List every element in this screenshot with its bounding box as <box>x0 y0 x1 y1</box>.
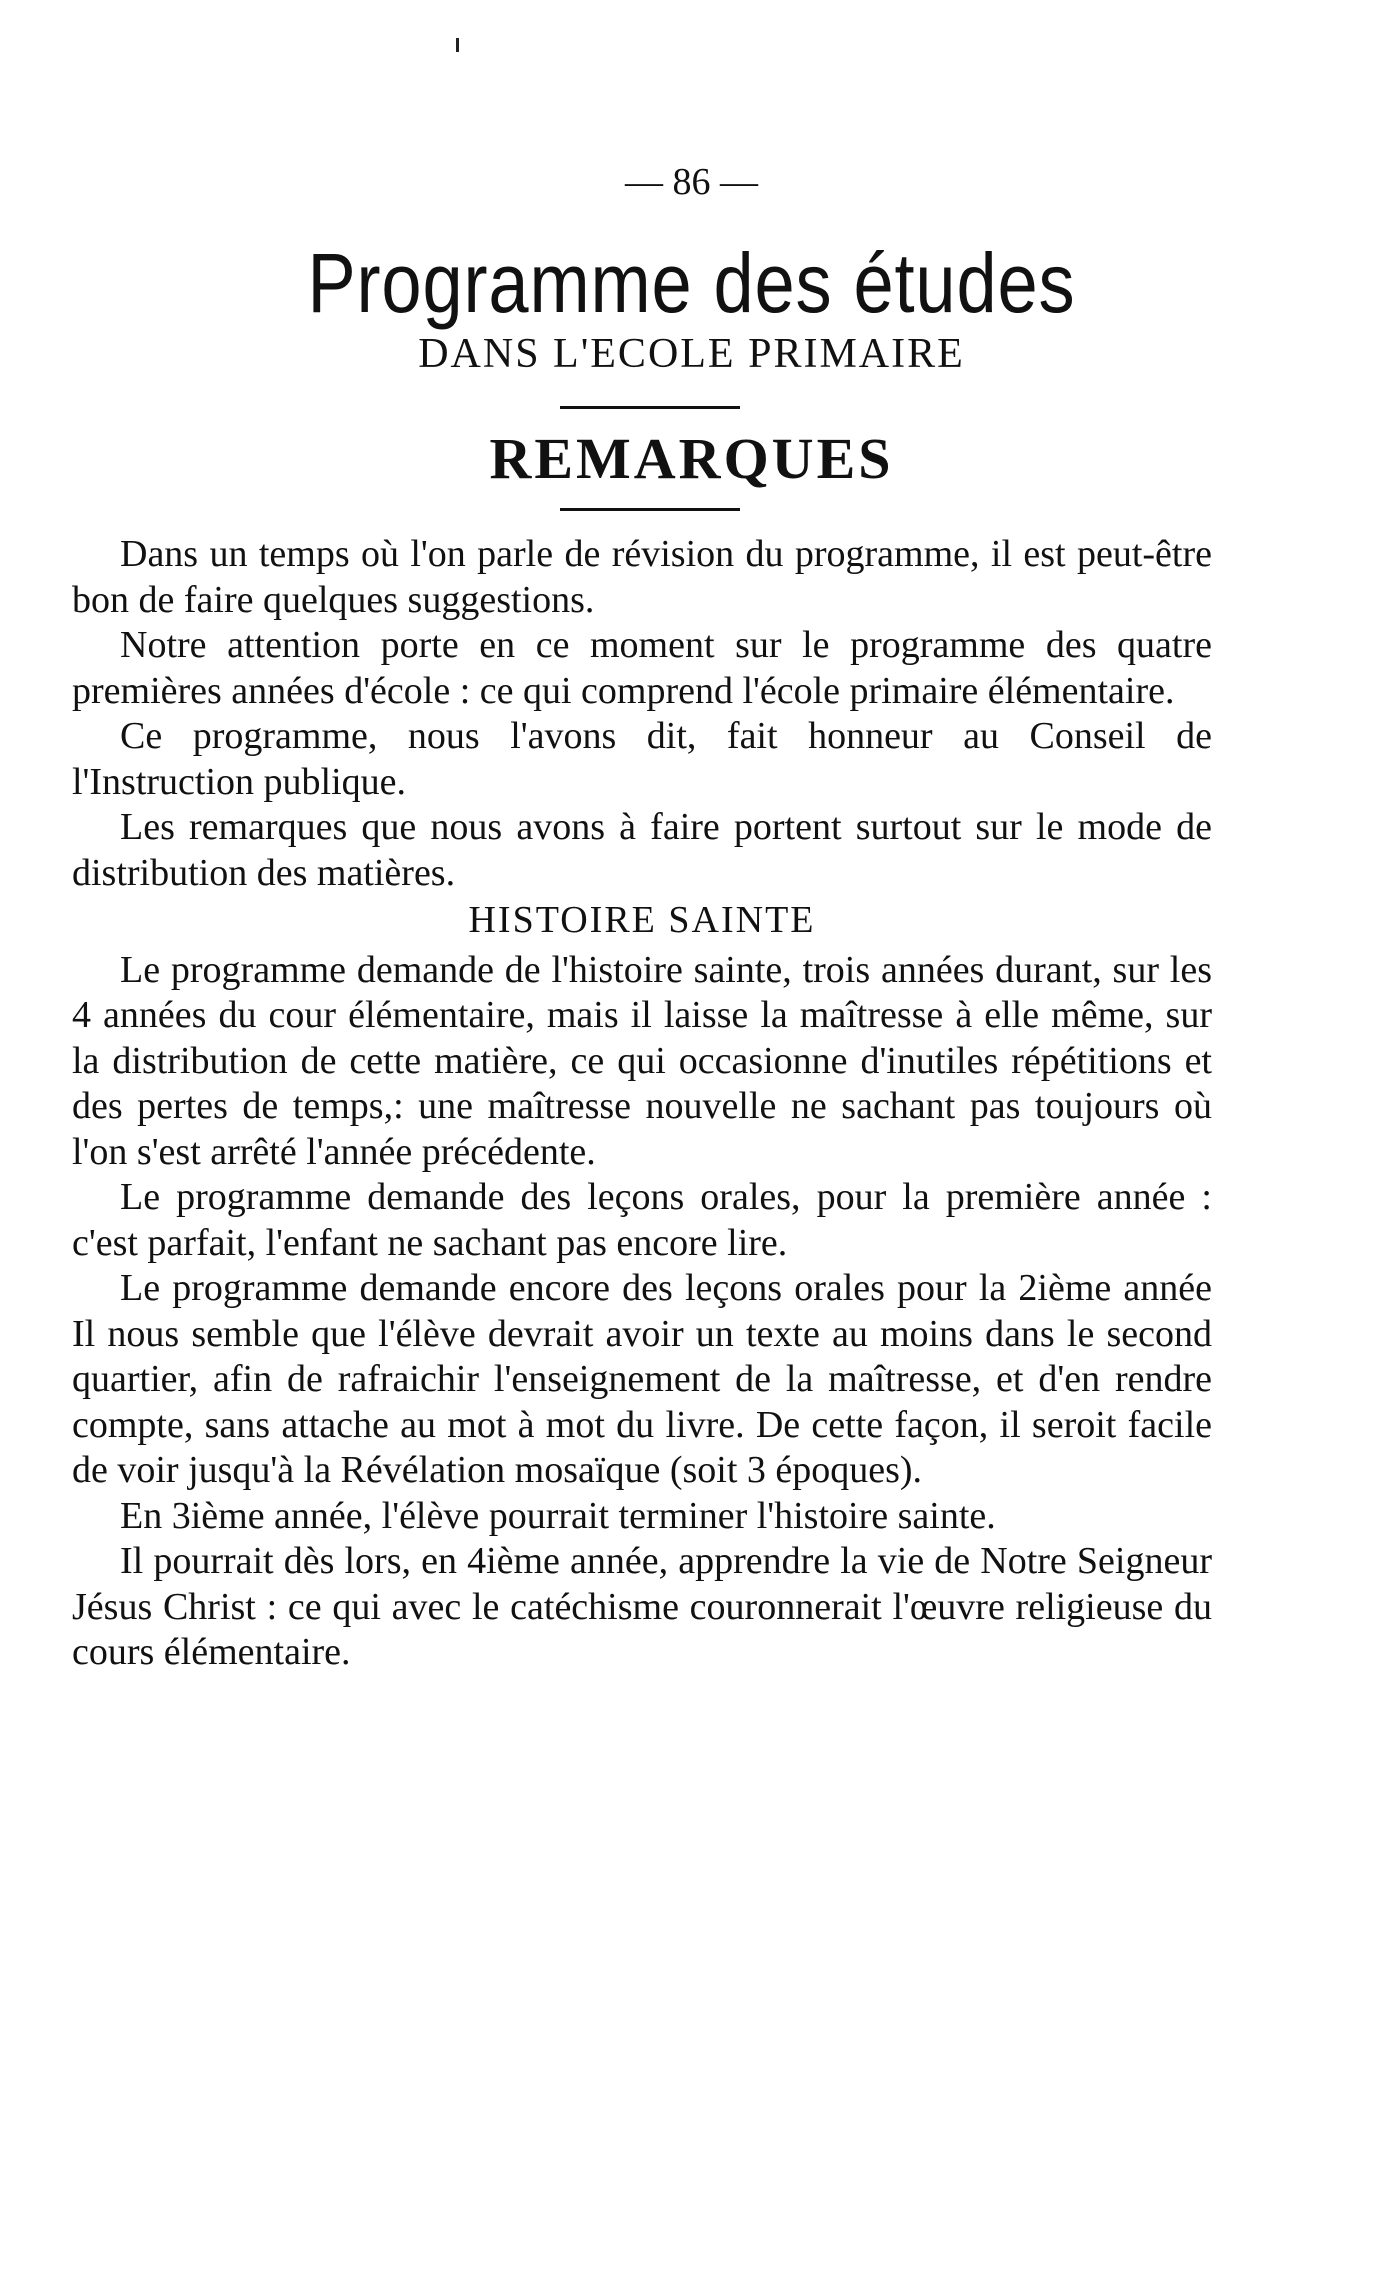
page-number: — 86 — <box>625 161 758 203</box>
scan-mark <box>456 38 459 52</box>
section-heading-histoire-sainte: HISTOIRE SAINTE <box>468 899 816 941</box>
divider-bottom <box>560 508 740 511</box>
section-heading-remarques: REMARQUES <box>489 426 894 491</box>
paragraph: Les remarques que nous avons à faire portent surtout sur le mode de distribution des matières. <box>72 806 1212 894</box>
paragraph: Dans un temps où l'on parle de révision du programme, il est peut-être bon de faire quelques suggestions. <box>72 533 1212 621</box>
paragraph: Le programme demande des leçons orales, pour la première année : c'est parfait, l'enfant ne sachant pas encore lire. <box>72 1176 1212 1264</box>
body-text <box>72 532 1212 1676</box>
divider-top <box>560 406 740 409</box>
paragraph: Le programme demande de l'histoire sainte, trois années durant, sur les 4 années du cour élémentaire, mais il laisse la maîtresse à elle même, sur la distribution de cette matière, ce qui occasionne d'inutiles répétitions et des pertes de temps,: une maîtresse nouvelle ne sachant pas toujours où l'on s'est arrêté l'année précédente. <box>72 948 1212 1173</box>
paragraph: Notre attention porte en ce moment sur le programme des quatre premières années d'école : ce qui comprend l'école primaire élémentaire. <box>72 624 1212 712</box>
paragraph: Le programme demande encore des leçons orales pour la 2ième année Il nous semble que l'élève devrait avoir un texte au moins dans le second quartier, afin de rafraichir l'enseignement de la maîtresse, et d'en rendre compte, sans attache au mot à mot du livre. De cette façon, il seroit facile de voir jusqu'à la Révélation mosaïque (soit 3 époques). <box>72 1267 1212 1491</box>
page-subtitle: DANS L'ECOLE PRIMAIRE <box>418 331 965 377</box>
paragraph: En 3ième année, l'élève pourrait terminer l'histoire sainte. <box>120 1494 996 1537</box>
paragraph: Ce programme, nous l'avons dit, fait honneur au Conseil de l'Instruction publique. <box>72 715 1212 803</box>
paragraph: Il pourrait dès lors, en 4ième année, apprendre la vie de Notre Seigneur Jésus Christ : ce qui avec le catéchisme couronnerait l'œuvre religieuse du cours élémentaire. <box>72 1540 1212 1673</box>
page-title: Programme des études <box>307 236 1076 330</box>
